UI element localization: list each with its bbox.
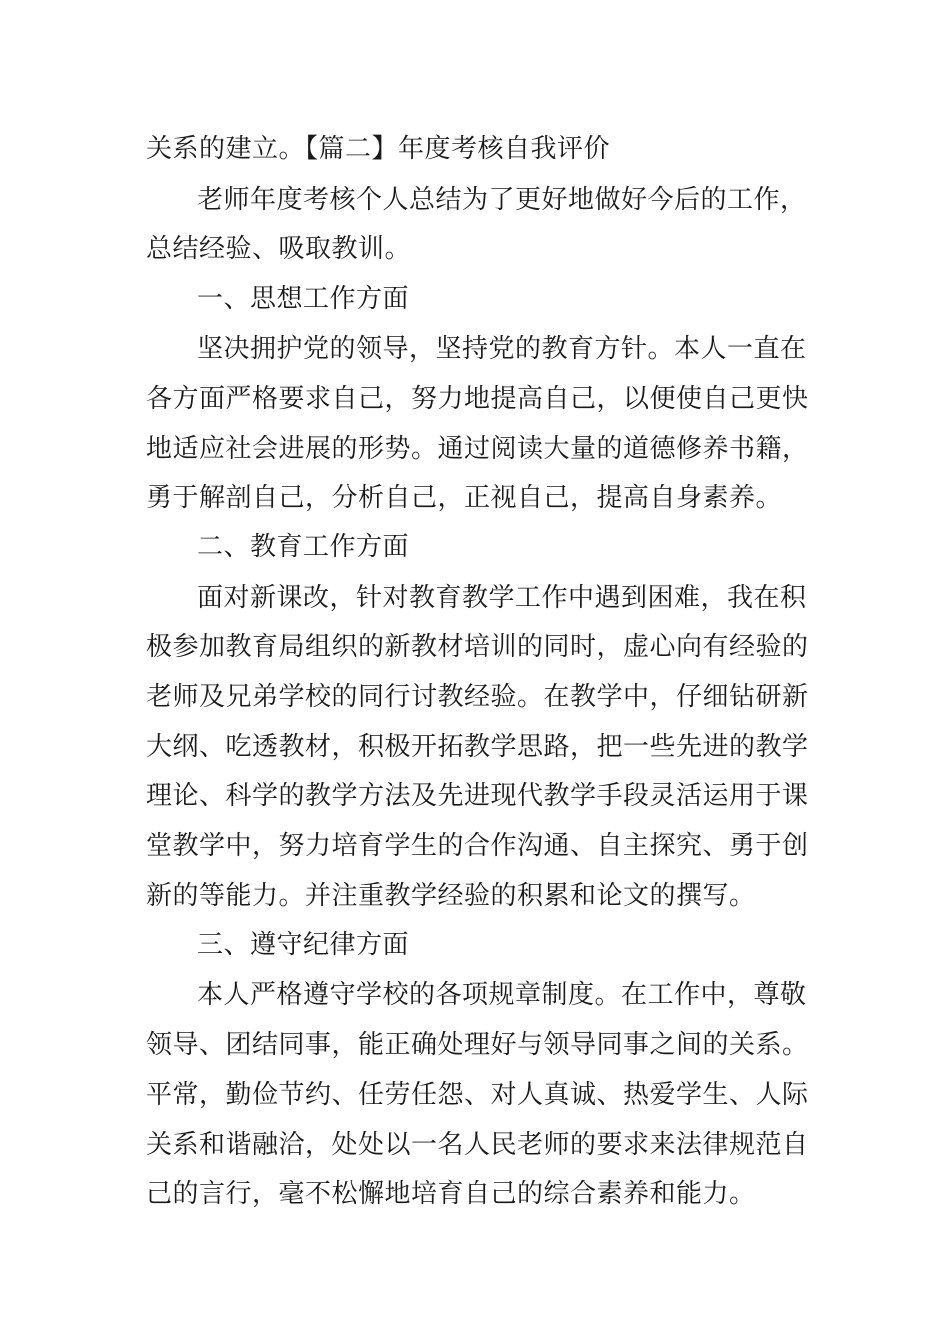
paragraph-line: 新的等能力。并注重教学经验的积累和论文的撰写。: [146, 881, 756, 911]
paragraph-line: 地适应社会进展的形势。通过阅读大量的道德修养书籍，: [146, 434, 809, 464]
paragraph-line: 面对新课改，针对教育教学工作中遇到困难，我在积: [197, 583, 807, 613]
paragraph-line: 本人严格遵守学校的各项规章制度。在工作中，尊敬: [197, 980, 807, 1010]
section-heading: 三、遵守纪律方面: [197, 930, 410, 960]
paragraph-line: 大纲、吃透教材，积极开拓教学思路，把一些先进的教学: [146, 732, 809, 762]
paragraph-line: 总结经验、吸取教训。: [146, 234, 412, 264]
paragraph-line: 领导、团结同事，能正确处理好与领导同事之间的关系。: [146, 1030, 809, 1060]
paragraph-line: 老师年度考核个人总结为了更好地做好今后的工作，: [197, 185, 807, 215]
paragraph-line: 各方面严格要求自己，努力地提高自己，以便使自己更快: [146, 384, 809, 414]
paragraph-line: 理论、科学的教学方法及先进现代教学手段灵活运用于课: [146, 781, 809, 811]
section-heading: 二、教育工作方面: [197, 532, 410, 562]
paragraph-line: 堂教学中，努力培育学生的合作沟通、自主探究、勇于创: [146, 831, 809, 861]
paragraph-line: 老师及兄弟学校的同行讨教经验。在教学中，仔细钻研新: [146, 682, 809, 712]
paragraph-line: 坚决拥护党的领导，坚持党的教育方针。本人一直在: [197, 334, 807, 364]
section-heading: 一、思想工作方面: [197, 284, 410, 314]
paragraph-line: 关系和谐融洽，处处以一名人民老师的要求来法律规范自: [146, 1130, 809, 1160]
paragraph-line: 平常，勤俭节约、任劳任怨、对人真诚、热爱学生、人际: [146, 1080, 809, 1110]
paragraph-line: 勇于解剖自己，分析自己，正视自己，提高自身素养。: [146, 483, 783, 513]
text-line: 关系的建立。【篇二】年度考核自我评价: [146, 134, 611, 164]
paragraph-line: 己的言行，毫不松懈地培育自己的综合素养和能力。: [146, 1179, 756, 1209]
paragraph-line: 极参加教育局组织的新教材培训的同时，虚心向有经验的: [146, 632, 809, 662]
